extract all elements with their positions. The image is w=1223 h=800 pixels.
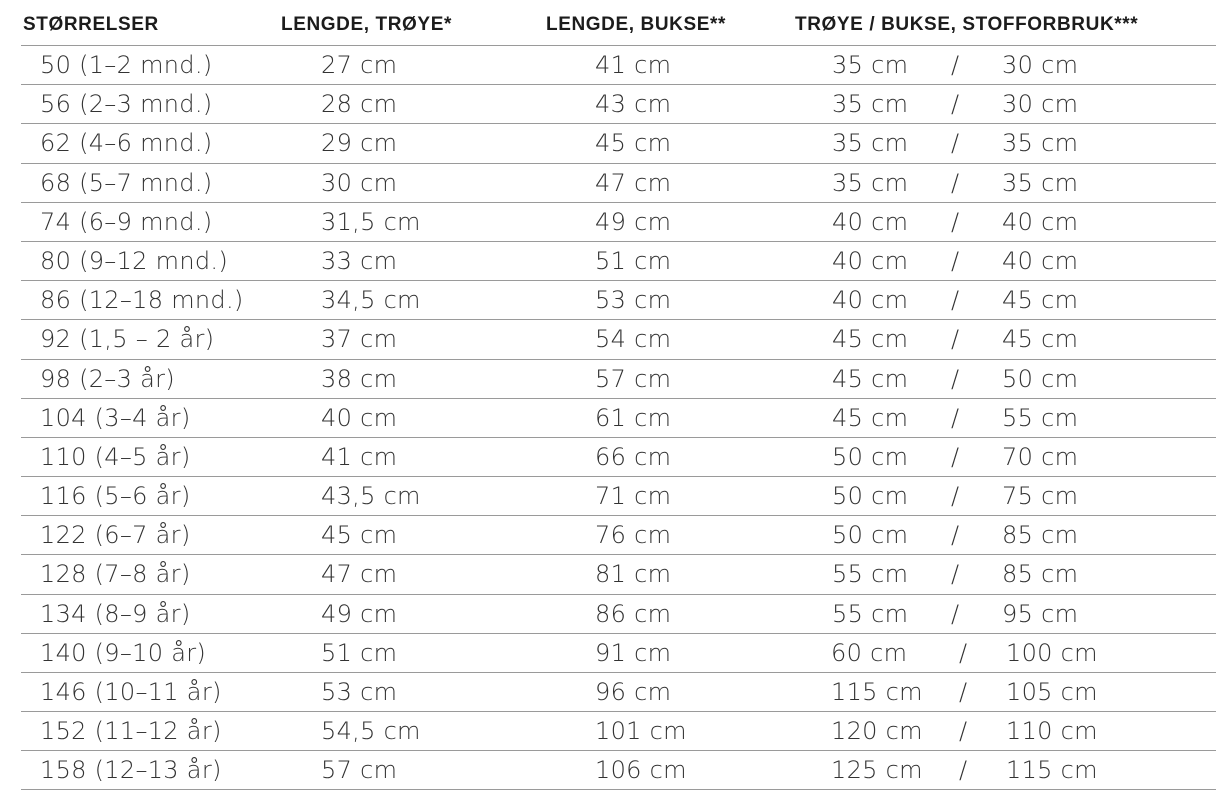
size-cell: 56 (2–3 mnd.) (40, 90, 213, 119)
bukse-length-cell: 54 cm (595, 325, 672, 354)
fabric-separator: / (951, 521, 960, 550)
fabric-troye-cell: 60 cm (831, 638, 908, 667)
fabric-troye-cell: 55 cm (832, 560, 909, 589)
size-cell: 62 (4–6 mnd.) (40, 129, 213, 158)
size-cell: 104 (3–4 år) (40, 403, 191, 432)
troye-length-cell: 34,5 cm (321, 286, 421, 315)
troye-length-cell: 37 cm (321, 325, 398, 354)
fabric-separator: / (951, 325, 960, 354)
fabric-bukse-cell: 35 cm (1002, 129, 1079, 158)
troye-length-cell: 51 cm (321, 638, 398, 667)
fabric-bukse-cell: 85 cm (1002, 521, 1079, 550)
fabric-bukse-cell: 55 cm (1002, 403, 1079, 432)
fabric-bukse-cell: 100 cm (1006, 638, 1098, 667)
table-row (21, 163, 1216, 202)
fabric-troye-cell: 35 cm (832, 51, 909, 79)
fabric-troye-cell: 35 cm (832, 168, 909, 197)
size-cell: 80 (9–12 mnd.) (40, 246, 228, 275)
fabric-troye-cell: 35 cm (832, 129, 909, 158)
fabric-separator: / (951, 90, 960, 119)
table-row (21, 515, 1216, 554)
fabric-troye-cell: 50 cm (832, 521, 909, 550)
size-cell: 110 (4–5 år) (40, 442, 191, 471)
size-cell: 116 (5–6 år) (40, 482, 191, 511)
troye-length-cell: 43,5 cm (321, 482, 421, 511)
table-row (21, 398, 1216, 437)
fabric-bukse-cell: 50 cm (1002, 364, 1079, 393)
troye-length-cell: 54,5 cm (321, 717, 421, 746)
size-cell: 74 (6–9 mnd.) (40, 207, 213, 236)
bukse-length-cell: 49 cm (595, 207, 672, 236)
bukse-length-cell: 41 cm (595, 51, 672, 79)
table-row (21, 280, 1216, 319)
size-cell: 134 (8–9 år) (40, 599, 191, 628)
size-cell: 146 (10–11 år) (40, 678, 222, 706)
troye-length-cell: 30 cm (321, 168, 398, 197)
troye-length-cell: 40 cm (321, 403, 398, 432)
size-cell: 98 (2–3 år) (40, 364, 175, 393)
size-cell: 140 (9–10 år) (40, 638, 207, 667)
fabric-separator: / (951, 129, 960, 158)
fabric-bukse-cell: 40 cm (1002, 207, 1079, 236)
fabric-separator: / (959, 638, 968, 667)
fabric-separator: / (951, 168, 960, 197)
fabric-bukse-cell: 30 cm (1002, 51, 1079, 79)
fabric-separator: / (951, 246, 960, 275)
fabric-separator: / (951, 364, 960, 393)
fabric-troye-cell: 125 cm (831, 756, 923, 785)
table-row (21, 476, 1216, 515)
table-row (21, 45, 1216, 84)
fabric-separator: / (951, 51, 960, 79)
size-cell: 92 (1,5 – 2 år) (40, 325, 215, 354)
table-row (21, 672, 1216, 711)
fabric-troye-cell: 45 cm (832, 403, 909, 432)
size-cell: 158 (12–13 år) (40, 756, 222, 785)
fabric-troye-cell: 35 cm (832, 90, 909, 119)
troye-length-cell: 41 cm (321, 442, 398, 471)
fabric-bukse-cell: 30 cm (1002, 90, 1079, 119)
bukse-length-cell: 71 cm (595, 482, 672, 511)
fabric-bukse-cell: 75 cm (1002, 482, 1079, 511)
fabric-separator: / (959, 756, 968, 785)
table-row (21, 633, 1216, 672)
size-cell: 152 (11–12 år) (40, 717, 222, 746)
table-row (21, 711, 1216, 750)
troye-length-cell: 45 cm (321, 521, 398, 550)
troye-length-cell: 29 cm (321, 129, 398, 158)
troye-length-cell: 53 cm (321, 678, 398, 706)
troye-length-cell: 47 cm (321, 560, 398, 589)
fabric-separator: / (959, 678, 968, 706)
bukse-length-cell: 51 cm (595, 246, 672, 275)
header-size: STØRRELSER (23, 14, 159, 35)
table-row (21, 241, 1216, 280)
bukse-length-cell: 45 cm (595, 129, 672, 158)
fabric-troye-cell: 40 cm (832, 286, 909, 315)
fabric-bukse-cell: 70 cm (1002, 442, 1079, 471)
troye-length-cell: 31,5 cm (321, 207, 421, 236)
table-row (21, 84, 1216, 123)
bukse-length-cell: 61 cm (595, 403, 672, 432)
table-row (21, 359, 1216, 398)
fabric-troye-cell: 120 cm (831, 717, 923, 746)
bukse-length-cell: 96 cm (595, 678, 672, 706)
header-troye-length: LENGDE, TRØYE* (281, 14, 452, 35)
size-cell: 128 (7–8 år) (40, 560, 191, 589)
fabric-troye-cell: 45 cm (832, 325, 909, 354)
fabric-bukse-cell: 115 cm (1006, 756, 1098, 785)
bukse-length-cell: 81 cm (595, 560, 672, 589)
fabric-bukse-cell: 85 cm (1002, 560, 1079, 589)
bukse-length-cell: 66 cm (595, 442, 672, 471)
fabric-separator: / (951, 482, 960, 511)
size-cell: 68 (5–7 mnd.) (40, 168, 213, 197)
fabric-separator: / (951, 207, 960, 236)
fabric-troye-cell: 40 cm (832, 207, 909, 236)
fabric-troye-cell: 50 cm (832, 482, 909, 511)
fabric-troye-cell: 50 cm (832, 442, 909, 471)
table-row (21, 202, 1216, 241)
fabric-bukse-cell: 45 cm (1002, 286, 1079, 315)
table-row (21, 554, 1216, 593)
bukse-length-cell: 76 cm (595, 521, 672, 550)
size-cell: 122 (6–7 år) (40, 521, 191, 550)
size-cell: 50 (1–2 mnd.) (40, 51, 213, 79)
fabric-troye-cell: 45 cm (832, 364, 909, 393)
troye-length-cell: 28 cm (321, 90, 398, 119)
fabric-separator: / (951, 403, 960, 432)
bukse-length-cell: 47 cm (595, 168, 672, 197)
table-row (21, 319, 1216, 358)
fabric-bukse-cell: 110 cm (1006, 717, 1098, 746)
fabric-troye-cell: 55 cm (832, 599, 909, 628)
size-cell: 86 (12–18 mnd.) (40, 286, 244, 315)
fabric-separator: / (951, 442, 960, 471)
bukse-length-cell: 53 cm (595, 286, 672, 315)
troye-length-cell: 27 cm (321, 51, 398, 79)
table-row (21, 594, 1216, 633)
troye-length-cell: 38 cm (321, 364, 398, 393)
troye-length-cell: 57 cm (321, 756, 398, 785)
size-table (0, 45, 1223, 790)
bukse-length-cell: 86 cm (595, 599, 672, 628)
bukse-length-cell: 91 cm (595, 638, 672, 667)
fabric-separator: / (951, 560, 960, 589)
fabric-bukse-cell: 105 cm (1006, 678, 1098, 706)
fabric-troye-cell: 40 cm (832, 246, 909, 275)
bukse-length-cell: 57 cm (595, 364, 672, 393)
header-bukse-length: LENGDE, BUKSE** (546, 14, 727, 35)
table-row (21, 750, 1216, 789)
fabric-troye-cell: 115 cm (831, 678, 923, 706)
fabric-bukse-cell: 95 cm (1002, 599, 1079, 628)
fabric-bukse-cell: 45 cm (1002, 325, 1079, 354)
bukse-length-cell: 106 cm (595, 756, 687, 785)
fabric-bukse-cell: 35 cm (1002, 168, 1079, 197)
fabric-separator: / (951, 599, 960, 628)
fabric-separator: / (951, 286, 960, 315)
fabric-bukse-cell: 40 cm (1002, 246, 1079, 275)
header-fabric-usage: TRØYE / BUKSE, STOFFORBRUK*** (795, 14, 1139, 35)
table-row (21, 437, 1216, 476)
bukse-length-cell: 101 cm (595, 717, 687, 746)
fabric-separator: / (959, 717, 968, 746)
table-header (0, 14, 1223, 42)
troye-length-cell: 49 cm (321, 599, 398, 628)
table-row (21, 123, 1216, 162)
bukse-length-cell: 43 cm (595, 90, 672, 119)
troye-length-cell: 33 cm (321, 246, 398, 275)
